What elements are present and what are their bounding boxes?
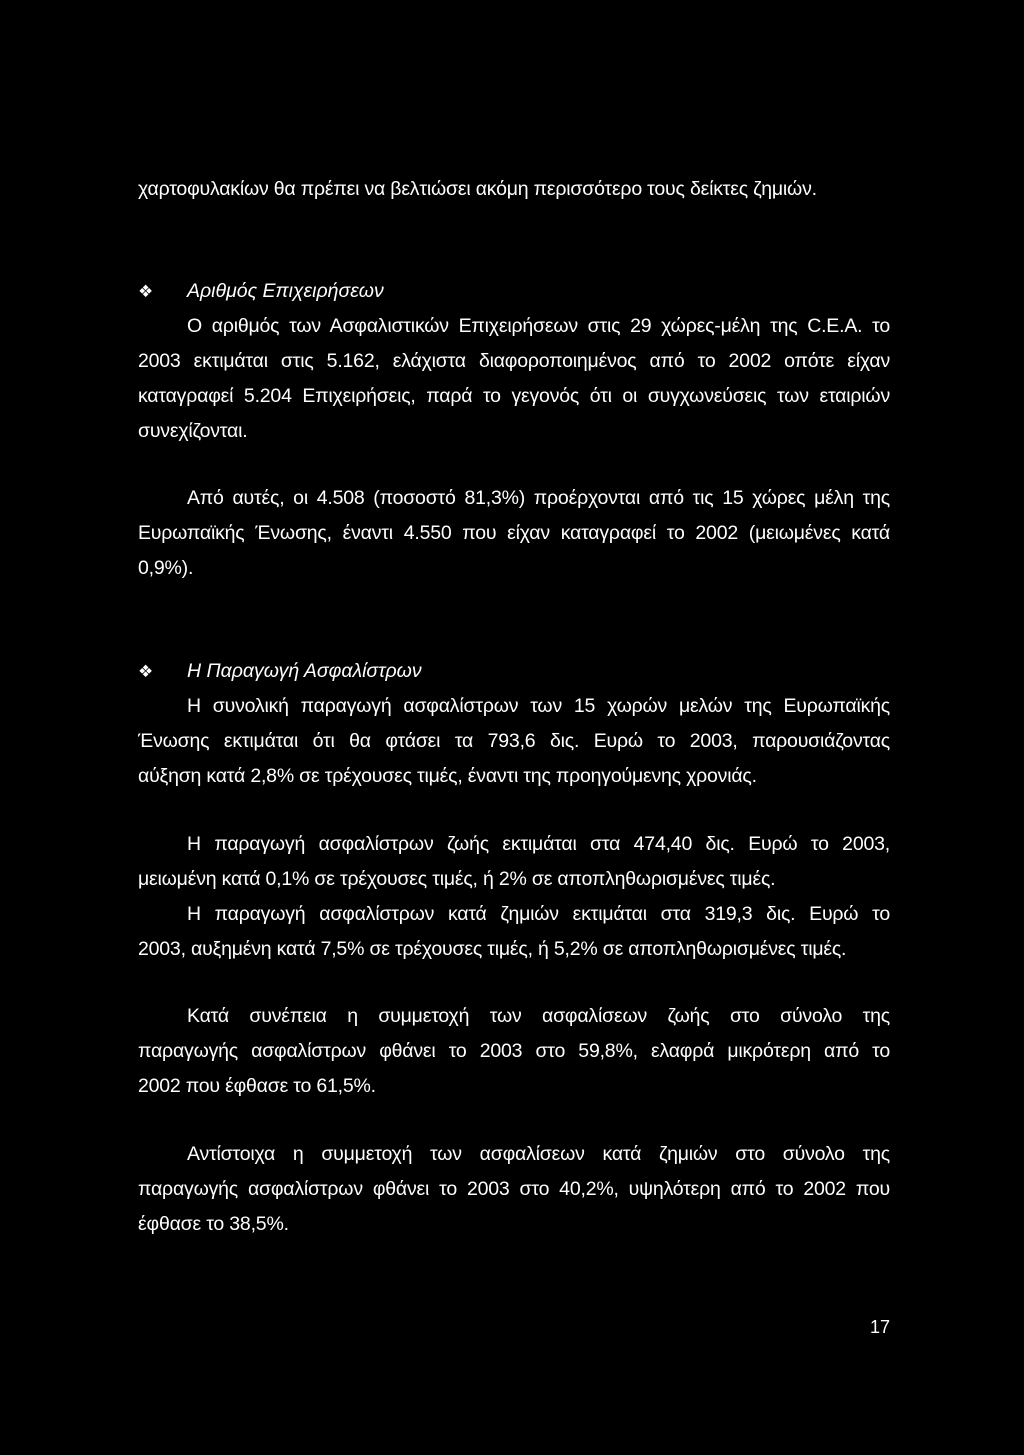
intro-line: χαρτοφυλακίων θα πρέπει να βελτιώσει ακόμη περισσότερο τους δείκτες ζημιών. [138,178,817,200]
paragraph-line: μειωμένη κατά 0,1% σε τρέχουσες τιμές, ή 2% σε αποπληθωρισμένες τιμές. [138,868,776,890]
paragraph-line: Ένωσης εκτιμάται ότι θα φτάσει τα 793,6 δις. Ευρώ το 2003, παρουσιάζοντας [138,730,890,752]
paragraph-line: έφθασε το 38,5%. [138,1213,289,1235]
paragraph-line: 2003 εκτιμάται στις 5.162, ελάχιστα διαφοροποιημένος από το 2002 οπότε είχαν [138,350,890,372]
section-heading-text: Η Παραγωγή Ασφαλίστρων [187,660,422,682]
paragraph-line: 2002 που έφθασε το 61,5%. [138,1075,376,1097]
paragraph-line: παραγωγής ασφαλίστρων φθάνει το 2003 στο 59,8%, ελαφρά μικρότερη από το [138,1040,890,1062]
paragraph-line: Ο αριθμός των Ασφαλιστικών Επιχειρήσεων στις 29 χώρες-μέλη της C.E.A. το [187,315,890,337]
paragraph-line: Η συνολική παραγωγή ασφαλίστρων των 15 χωρών μελών της Ευρωπαϊκής [187,695,890,717]
section-heading-number-of-companies [138,279,384,304]
section-heading-text: Αριθμός Επιχειρήσεων [187,280,384,302]
section-heading-premium-production [138,659,422,684]
paragraph-line: 0,9%). [138,557,194,579]
paragraph-line: παραγωγής ασφαλίστρων φθάνει το 2003 στο 40,2%, υψηλότερη από το 2002 που [138,1178,890,1200]
paragraph-line: Κατά συνέπεια η συμμετοχή των ασφαλίσεων ζωής στο σύνολο της [187,1005,890,1027]
paragraph-line: Από αυτές, οι 4.508 (ποσοστό 81,3%) προέρχονται από τις 15 χώρες μέλη της [187,487,890,509]
paragraph-line: συνεχίζονται. [138,420,248,442]
paragraph-line: Η παραγωγή ασφαλίστρων κατά ζημιών εκτιμάται στα 319,3 δις. Ευρώ το [187,903,890,925]
paragraph-line: 2003, αυξημένη κατά 7,5% σε τρέχουσες τιμές, ή 5,2% σε αποπληθωρισμένες τιμές. [138,938,847,960]
paragraph-line: αύξηση κατά 2,8% σε τρέχουσες τιμές, έναντι της προηγούμενης χρονιάς. [138,765,757,787]
diamond-bullet-icon: ❖ [138,662,154,681]
page-number: 17 [870,1317,891,1337]
diamond-bullet-icon: ❖ [138,282,154,301]
paragraph-line: καταγραφεί 5.204 Επιχειρήσεις, παρά το γεγονός ότι οι συγχωνεύσεις των εταιριών [138,385,890,407]
paragraph-line: Η παραγωγή ασφαλίστρων ζωής εκτιμάται στα 474,40 δις. Ευρώ το 2003, [187,833,890,855]
paragraph-line: Ευρωπαϊκής Ένωσης, έναντι 4.550 που είχαν καταγραφεί το 2002 (μειωμένες κατά [138,522,890,544]
paragraph-line: Αντίστοιχα η συμμετοχή των ασφαλίσεων κατά ζημιών στο σύνολο της [187,1143,890,1165]
